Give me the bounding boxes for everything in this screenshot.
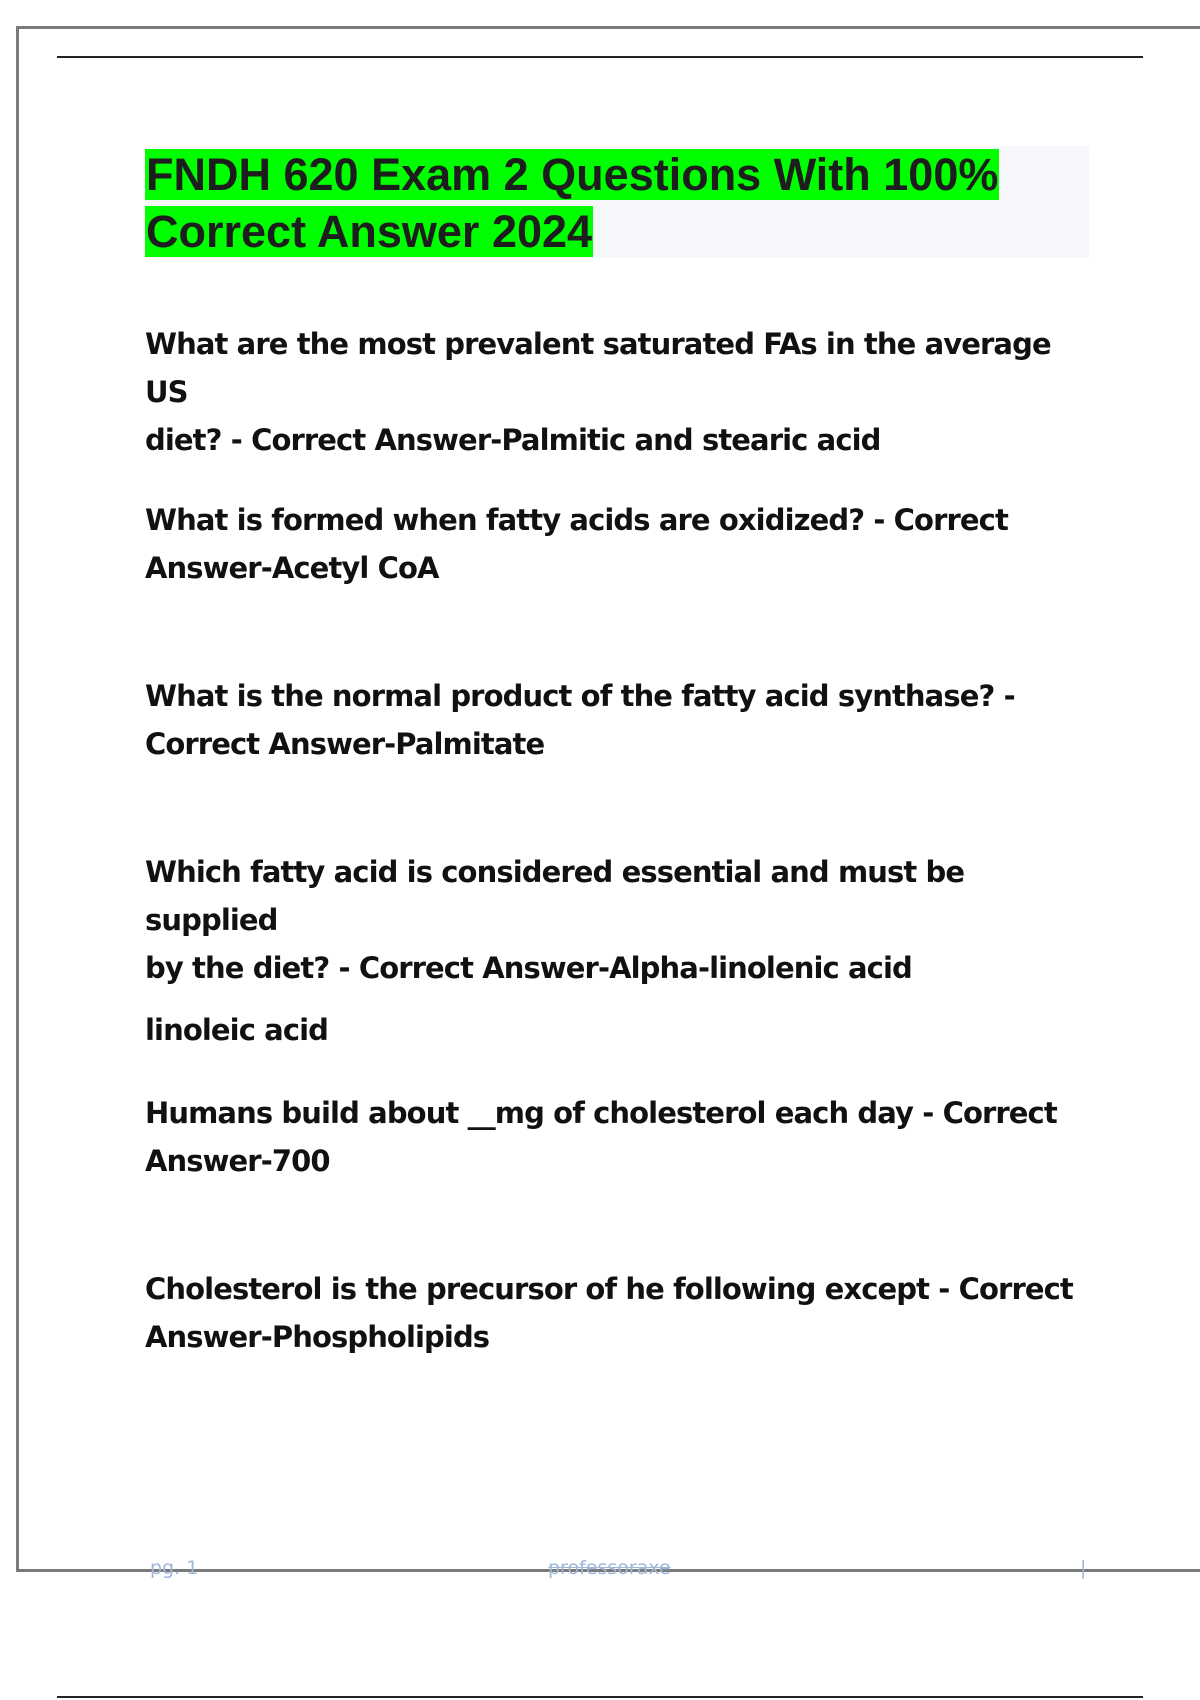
- question-2-line-1: What is formed when fatty acids are oxidized? - Correct: [145, 503, 1008, 537]
- question-2: [145, 496, 1095, 592]
- question-6-line-2: Answer-Phospholipids: [145, 1320, 490, 1354]
- question-3-line-1: What is the normal product of the fatty acid synthase? -: [145, 679, 1015, 713]
- next-page-rule: [57, 1696, 1143, 1698]
- question-1: [145, 320, 1095, 464]
- question-4-line-2: by the diet? - Correct Answer-Alpha-linolenic acid: [145, 951, 912, 985]
- header-rule: [57, 56, 1143, 58]
- question-5-line-2: Answer-700: [145, 1144, 330, 1178]
- question-4-extra-answer: linoleic acid: [145, 1013, 329, 1047]
- question-5-line-1: Humans build about __mg of cholesterol each day - Correct: [145, 1096, 1057, 1130]
- question-3-line-2: Correct Answer-Palmitate: [145, 727, 545, 761]
- footer-mark: |: [1080, 1557, 1087, 1579]
- title-line-2: Correct Answer 2024: [146, 206, 593, 257]
- footer-page-number: pg. 1: [150, 1557, 199, 1579]
- question-6: [145, 1265, 1095, 1361]
- question-5: [145, 1089, 1095, 1185]
- question-3: [145, 672, 1095, 768]
- title-line-1: FNDH 620 Exam 2 Questions With 100%: [146, 149, 999, 200]
- question-2-line-2: Answer-Acetyl CoA: [145, 551, 439, 585]
- question-1-line-2: diet? - Correct Answer-Palmitic and stearic acid: [145, 423, 881, 457]
- question-1-line-1: What are the most prevalent saturated FAs in the average US: [145, 327, 1051, 409]
- title-block: [145, 146, 1089, 258]
- question-4: [145, 848, 1095, 1054]
- question-4-line-1: Which fatty acid is considered essential and must be supplied: [145, 855, 965, 937]
- document-title: [145, 146, 1089, 260]
- footer-brand: professoraxe: [548, 1557, 671, 1579]
- question-6-line-1: Cholesterol is the precursor of he following except - Correct: [145, 1272, 1073, 1306]
